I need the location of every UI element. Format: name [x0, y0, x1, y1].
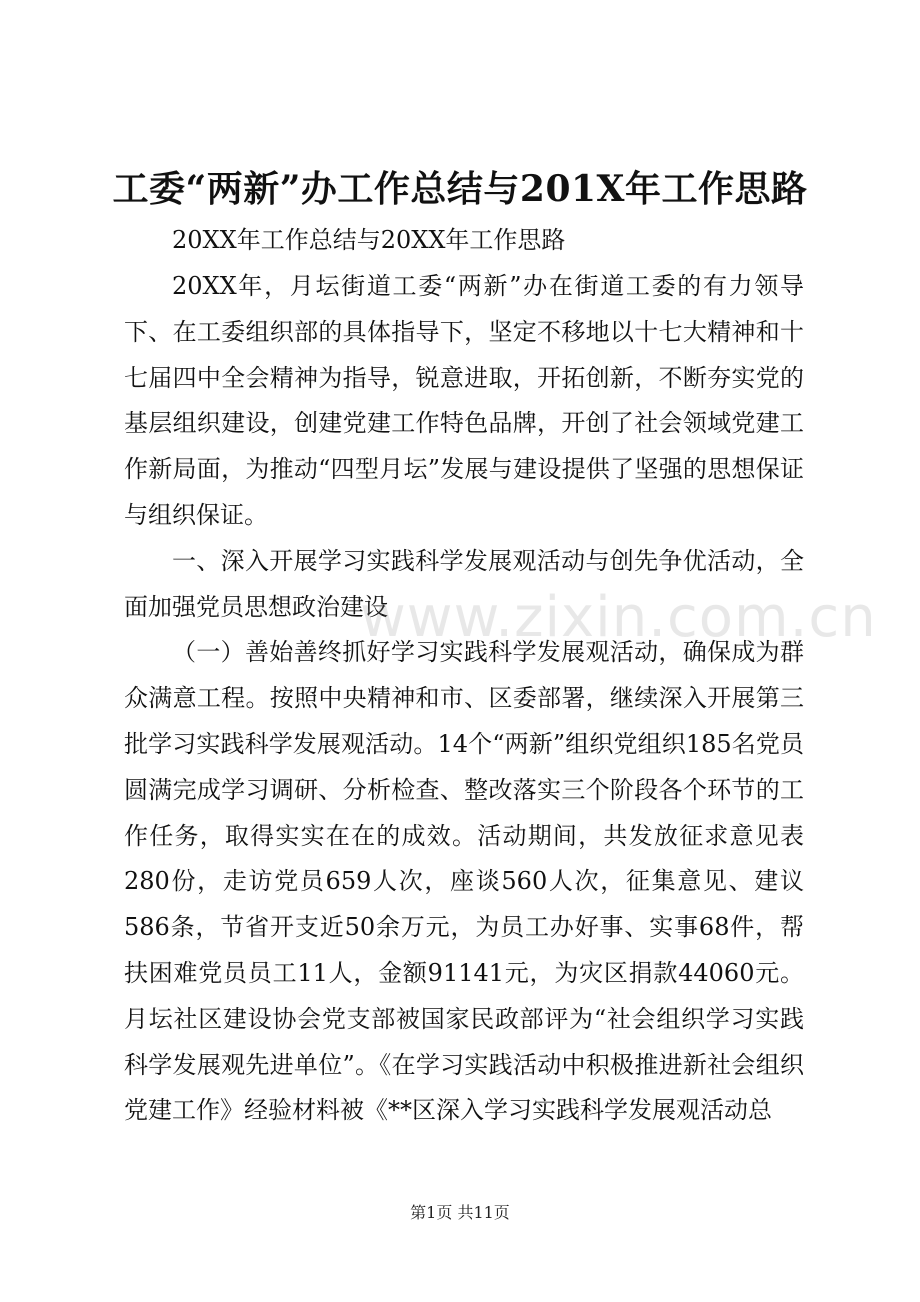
page-footer: 第1页 共11页: [410, 1203, 510, 1222]
document-body: [124, 264, 804, 1134]
document-title: 工委“两新”办工作总结与201X年工作思路: [112, 168, 808, 210]
paragraph-subsection-1: （一）善始善终抓好学习实践科学发展观活动，确保成为群众满意工程。按照中央精神和市、区委部署，继续深入开展第三批学习实践科学发展观活动。14个“两新”组织党组织185名党员圆满完成学习调研、分析检查、整改落实三个阶段各个环节的工作任务，取得实实在在的成效。活动期间，共发放征求意见表280份，走访党员659人次，座谈560人次，征集意见、建议586条，节省开支近50余万元，为员工办好事、实事68件，帮扶困难党员员工11人，金额91141元，为灾区捐款44060元。月坛社区建设协会党支部被国家民政部评为“社会组织学习实践科学发展观先进单位”。《在学习实践活动中积极推进新社会组织党建工作》经验材料被《**区深入学习实践科学发展观活动总: [124, 638, 804, 1125]
watermark: www.zixin.com.cn: [360, 585, 877, 650]
paragraph-intro: 20XX年，月坛街道工委“两新”办在街道工委的有力领导下、在工委组织部的具体指导下，坚定不移地以十七大精神和十七届四中全会精神为指导，锐意进取，开拓创新，不断夯实党的基层组织建设，创建党建工作特色品牌，开创了社会领域党建工作新局面，为推动“四型月坛”发展与建设提供了坚强的思想保证与组织保证。: [124, 272, 804, 529]
paragraph-section-heading: 一、深入开展学习实践科学发展观活动与创先争优活动，全面加强党员思想政治建设: [124, 546, 804, 621]
document-subtitle: 20XX年工作总结与20XX年工作思路: [172, 226, 566, 254]
